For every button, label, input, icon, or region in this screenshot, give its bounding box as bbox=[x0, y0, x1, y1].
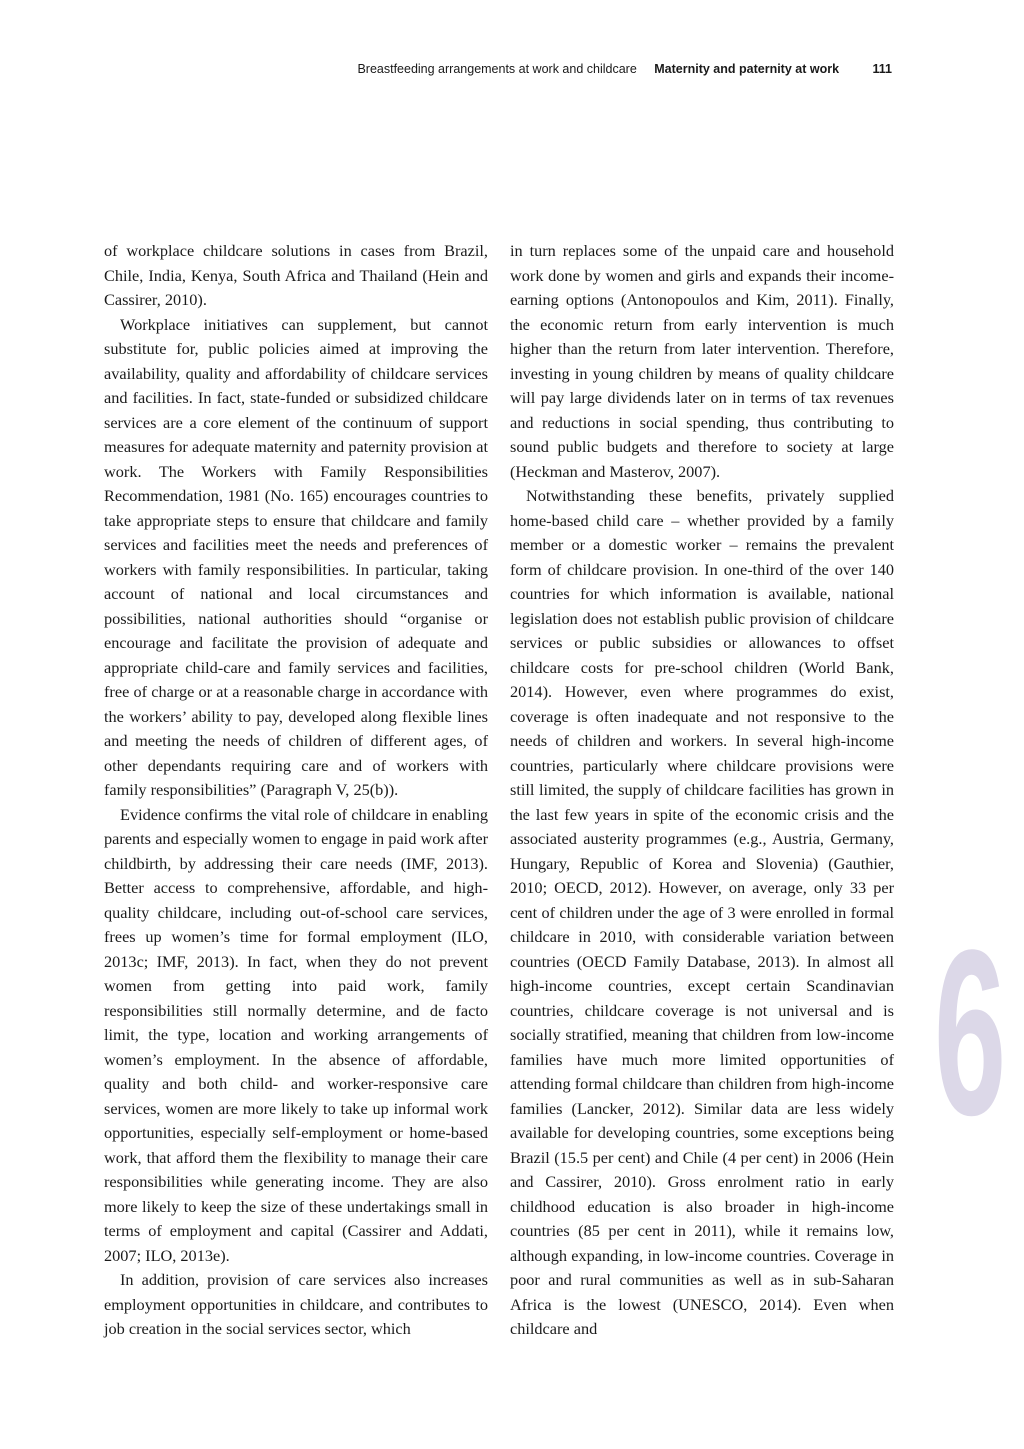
paragraph: Workplace initiatives can supplement, but cannot substitute for, public policies aimed at improving the availability, quality and affordability of childcare services and facilities. In fact, state-funded or subsidized childcare services are a core element of the continuum of support measures for adequate maternity and paternity provision at work. The Workers with Family Responsibilities Recommendation, 1981 (No. 165) encourages countries to take appropriate steps to ensure that childcare and family services and facilities meet the needs and preferences of workers with family responsibilities. In particular, taking account of national and local circumstances and possibilities, national authorities should “organise or encourage and facilitate the provision of adequate and appropriate child-care and family services and facilities, free of charge or at a reasonable charge in accordance with the workers’ ability to pay, developed along flexible lines and meeting the needs of children of different ages, of other dependants requiring care and of workers with family responsibilities” (Paragraph V, 25(b)). bbox=[104, 314, 488, 799]
page-number: 111 bbox=[872, 62, 892, 76]
paragraph: in turn replaces some of the unpaid care and household work done by women and girls and expands their income-earning options (Antonopoulos and Kim, 2011). Finally, the economic return from early intervention is much higher than the return from later intervention. Therefore, investing in young children by means of quality childcare will pay large dividends later on in terms of tax revenues and reductions in social spending, thus contributing to sound public budgets and therefore to society at large (Heckman and Masterov, 2007). bbox=[510, 241, 894, 481]
paragraph: Notwithstanding these benefits, privately supplied home-based child care – whether provided by a family member or a domestic worker – remains the prevalent form of childcare provision. In one-third of the over 140 countries for which information is available, national legislation does not establish public provision of childcare services or public subsidies or allowances to offset childcare costs for pre-school children (World Bank, 2014). However, even where programmes do exist, coverage is often inadequate and not responsive to the needs of children and workers. In several high-income countries, particularly where childcare provisions were still limited, the supply of childcare facilities has grown in the last few years in spite of the economic crisis and the associated austerity programmes (e.g., Austria, Germany, Hungary, Republic of Korea and Slovenia) (Gauthier, 2010; OECD, 2012). However, on average, only 33 per cent of children under the age of 3 were enrolled in formal childcare in 2010, with considerable variation between countries (OECD Family Database, 2013). In almost all high-income countries, except certain Scandinavian countries, childcare coverage is not universal and is socially stratified, meaning that children from low-income families have much more limited opportunities of attending formal childcare than children from high-income families (Lancker, 2012). Similar data are less widely available for developing countries, some exceptions being Brazil (15.5 per cent) and Chile (4 per cent) in 2006 (Hein and Cassirer, 2010). Gross enrolment ratio in early childhood education is also broader in high-income countries (85 per cent in 2011), while it remains low, although expanding, in low-income countries. Coverage in poor and rural communities as well as in sub-Saharan Africa is the lowest (UNESCO, 2014). Even when childcare and bbox=[510, 486, 894, 1338]
paragraph: Evidence confirms the vital role of childcare in enabling parents and especially women to engage in paid work after childbirth, by addressing their care needs (IMF, 2013). Better access to comprehensive, affordable, and high-quality childcare, including out-of-school care services, frees up women’s time for formal employment (ILO, 2013c; IMF, 2013). In fact, when they do not prevent women from getting into paid work, family responsibilities still normally determine, and de facto limit, the type, location and working arrangements of women’s employment. In the absence of affordable, quality and both child- and worker-responsive care services, women are more likely to take up informal work opportunities, especially self-employment or home-based work, that afford them the flexibility to manage their care responsibilities while generating income. They are also more likely to keep the size of these undertakings small in terms of employment and capital (Cassirer and Addati, 2007; ILO, 2013e). bbox=[104, 804, 488, 1265]
right-column bbox=[510, 239, 894, 1342]
left-column bbox=[104, 239, 488, 1342]
paragraph: In addition, provision of care services also increases employment opportunities in childcare, and contributes to job creation in the social services sector, which bbox=[104, 1270, 488, 1338]
section-title: Breastfeeding arrangements at work and childcare bbox=[357, 62, 637, 76]
paragraph: of workplace childcare solutions in cases from Brazil, Chile, India, Kenya, South Africa and Thailand (Hein and Cassirer, 2010). bbox=[104, 241, 488, 309]
running-header bbox=[357, 61, 892, 77]
chapter-number-marker: 6 bbox=[934, 901, 1007, 1165]
chapter-title: Maternity and paternity at work bbox=[654, 62, 840, 76]
